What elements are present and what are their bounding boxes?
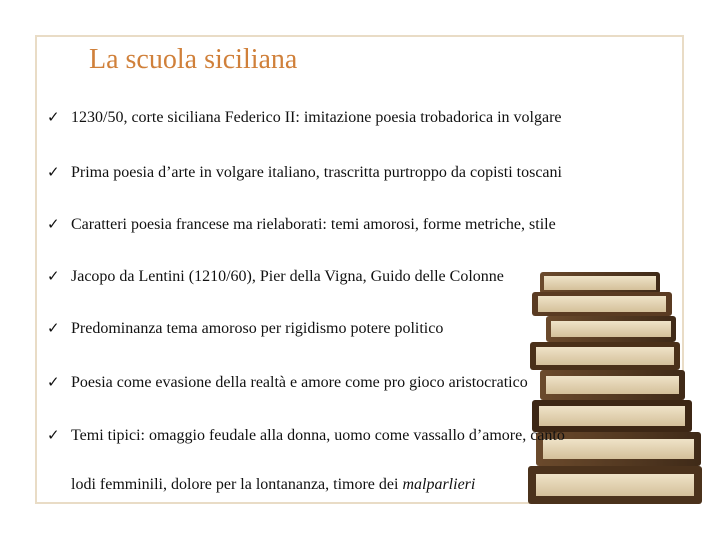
check-icon: ✓ [47, 426, 60, 444]
bullet-item [47, 108, 562, 127]
check-icon: ✓ [47, 108, 60, 126]
check-icon: ✓ [47, 319, 60, 337]
bullet-text: Temi tipici: omaggio feudale alla donna, uomo come vassallo d’amore, canto [71, 427, 565, 444]
book-2 [532, 292, 672, 316]
continuation-text: lodi femminili, dolore per la lontananza, timore dei [71, 476, 403, 493]
bullet-item [47, 426, 565, 445]
book-4 [530, 342, 680, 370]
check-icon: ✓ [47, 267, 60, 285]
book-3 [546, 316, 676, 342]
book-5 [540, 370, 685, 400]
book-8 [528, 466, 702, 504]
check-icon: ✓ [47, 163, 60, 181]
books-stack-image [526, 262, 706, 512]
bullet-text: Caratteri poesia francese ma rielaborati: temi amorosi, forme metriche, stile [71, 216, 556, 233]
continuation-italic: malparlieri [402, 476, 476, 493]
bullet-text: Poesia come evasione della realtà e amore come pro gioco aristocratico [71, 374, 528, 391]
bullet-item [47, 163, 562, 182]
slide-title: La scuola siciliana [89, 44, 298, 75]
book-1 [540, 272, 660, 294]
check-icon: ✓ [47, 215, 60, 233]
bullet-text: Jacopo da Lentini (1210/60), Pier della Vigna, Guido delle Colonne [71, 268, 504, 285]
bullet-item [47, 215, 556, 234]
bullet-item [47, 319, 443, 338]
bullet-item [47, 373, 528, 392]
bullet-text: Prima poesia d’arte in volgare italiano, trascritta purtroppo da copisti toscani [71, 164, 562, 181]
bullet-item [47, 267, 504, 286]
bullet-text: 1230/50, corte siciliana Federico II: imitazione poesia trobadorica in volgare [71, 109, 562, 126]
check-icon: ✓ [47, 373, 60, 391]
bullet-continuation [71, 476, 475, 494]
bullet-text: Predominanza tema amoroso per rigidismo potere politico [71, 320, 444, 337]
